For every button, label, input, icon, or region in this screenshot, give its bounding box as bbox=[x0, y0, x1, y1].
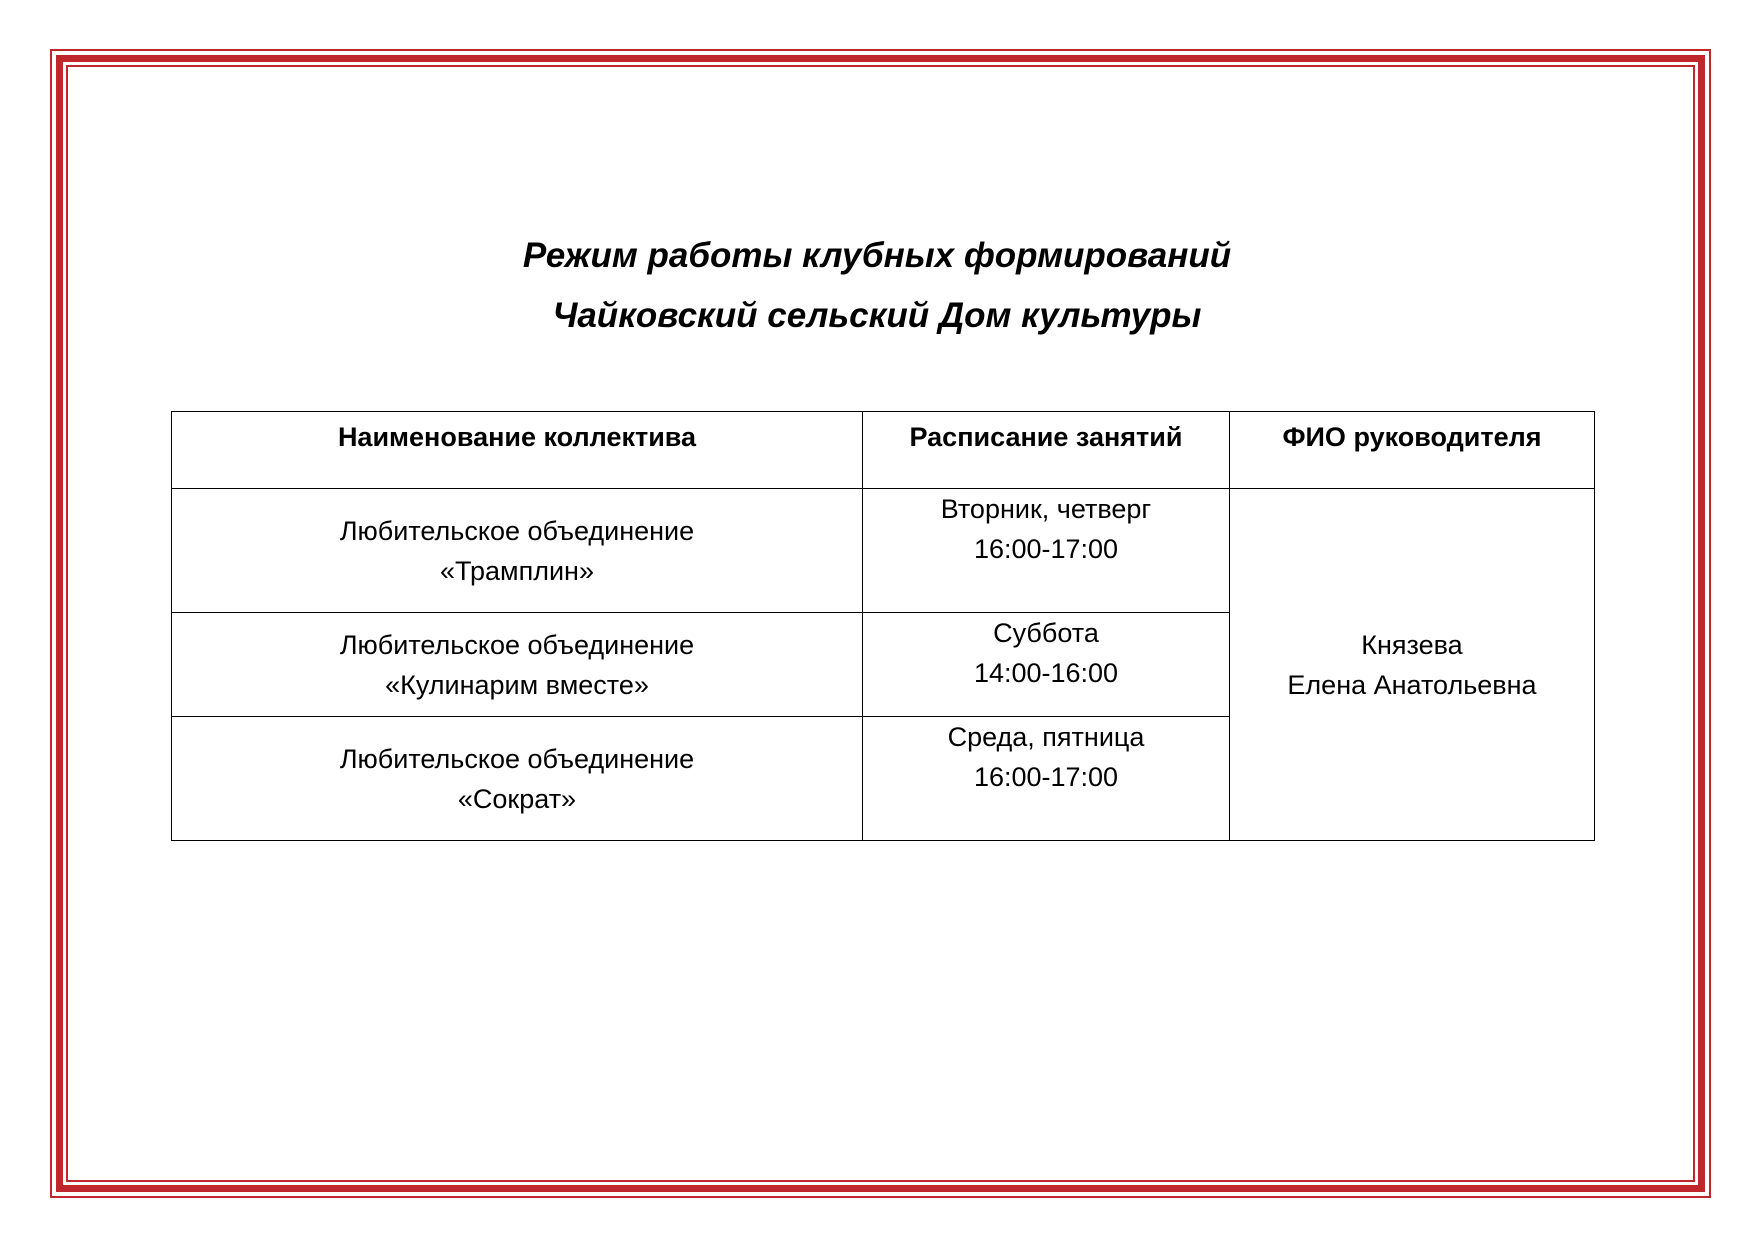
document-title: Режим работы клубных формирований bbox=[522, 236, 1232, 275]
schedule-days: Среда, пятница bbox=[947, 722, 1145, 752]
collective-type: Любительское объединение bbox=[339, 629, 695, 660]
leader-given-names: Елена Анатольевна bbox=[1287, 669, 1537, 700]
header-schedule: Расписание занятий bbox=[863, 412, 1230, 489]
schedule-time: 16:00-17:00 bbox=[973, 534, 1119, 564]
schedule-cell bbox=[863, 717, 1230, 841]
leader-cell bbox=[1230, 489, 1595, 841]
schedule-time: 16:00-17:00 bbox=[973, 762, 1119, 792]
collective-title: «Трамплин» bbox=[440, 555, 594, 586]
schedule-days: Суббота bbox=[993, 618, 1099, 648]
schedule-days: Вторник, четверг bbox=[940, 494, 1152, 524]
header-leader: ФИО руководителя bbox=[1230, 412, 1595, 489]
collective-name-cell bbox=[172, 489, 863, 613]
schedule-table bbox=[171, 411, 1595, 841]
schedule-cell bbox=[863, 489, 1230, 613]
leader-surname: Князева bbox=[1361, 629, 1463, 660]
collective-title: «Сократ» bbox=[457, 783, 577, 814]
schedule-time: 14:00-16:00 bbox=[973, 658, 1119, 688]
collective-type: Любительское объединение bbox=[339, 743, 695, 774]
collective-type: Любительское объединение bbox=[339, 515, 695, 546]
schedule-cell bbox=[863, 613, 1230, 717]
table-header-row bbox=[172, 412, 1595, 489]
collective-name-cell bbox=[172, 613, 863, 717]
collective-title: «Кулинарим вместе» bbox=[385, 669, 649, 700]
collective-name-cell bbox=[172, 717, 863, 841]
header-collective-name: Наименование коллектива bbox=[172, 412, 863, 489]
table-row bbox=[172, 489, 1595, 613]
document-subtitle: Чайковский сельский Дом культуры bbox=[552, 296, 1202, 335]
